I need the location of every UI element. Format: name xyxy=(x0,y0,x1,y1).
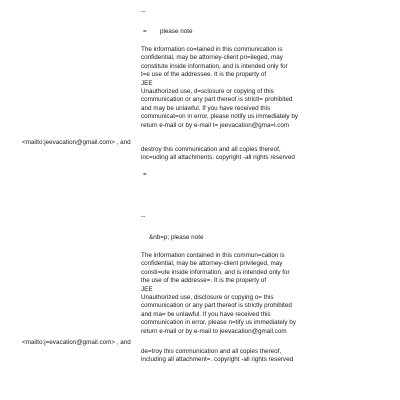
notice-tail xyxy=(141,348,391,365)
notice-heading: &nb=p; please note xyxy=(149,234,204,241)
heading-marker: = xyxy=(143,28,147,35)
body-line: return e-mail or by e-mail t= jeevacation@gma=l.com xyxy=(141,121,290,129)
end-marker: = xyxy=(143,171,147,178)
notice-heading: please note xyxy=(160,28,193,35)
body-line: the use of the addresse=. It is the property of xyxy=(141,277,267,285)
body-line: confidential, may be attorney-client privileged, may xyxy=(141,260,283,268)
body-line: t=e use of the addressee. It is the property of xyxy=(141,71,267,79)
body-line: JEE xyxy=(141,285,153,293)
body-line: communicat=on in error, please notify us immediately by xyxy=(141,113,298,121)
separator-dashes: -- xyxy=(141,8,146,15)
tail-line: destroy this communication and all copies thereof, xyxy=(141,146,281,153)
body-line: and may be unlawful. If you have received this xyxy=(141,104,271,112)
body-line: Unauthorized use, d=sclosure or copying of this xyxy=(141,88,274,96)
body-line: constitute inside information, and is intended only for xyxy=(141,62,288,70)
mailto-link[interactable]: <mailto:j=evacation@gmail.com> , and xyxy=(22,339,131,346)
body-line: confidential, may be attorney-client pri=ileged, may xyxy=(141,54,283,62)
notice-body xyxy=(141,252,391,336)
notice-body xyxy=(141,46,391,130)
tail-line: including all attachment=. copyright -all rights reserved xyxy=(141,356,294,364)
body-line: consti=ute inside information, and is intended only for xyxy=(141,268,290,276)
body-line: The information co=tained in this communication is xyxy=(141,46,283,53)
tail-line: de=troy this communication and all copies thereof, xyxy=(141,348,282,355)
body-line: and ma= be unlawful. If you have received this xyxy=(141,310,271,318)
body-line: Unauthorized use, disclosure or copying o= this xyxy=(141,294,274,302)
body-line: communication or any part thereof is strictly prohibited xyxy=(141,302,292,310)
body-line: The information contained in this commun=cation is xyxy=(141,252,285,259)
notice-tail xyxy=(141,146,391,163)
body-line: return e-mail or by e-mail to jeevacation@gmail.com xyxy=(141,327,287,335)
separator-dashes: -- xyxy=(141,213,146,220)
mailto-link[interactable]: <mailto:jeevacation@gmail.com> , and xyxy=(22,139,131,146)
body-line: JEE xyxy=(141,79,153,87)
body-line: communication in error, please n=tify us immediately by xyxy=(141,319,296,327)
tail-line: inc=uding all attachments. copyright -all rights reserved xyxy=(141,154,295,162)
body-line: communication or any part thereof is strictl= prohibited xyxy=(141,96,293,104)
